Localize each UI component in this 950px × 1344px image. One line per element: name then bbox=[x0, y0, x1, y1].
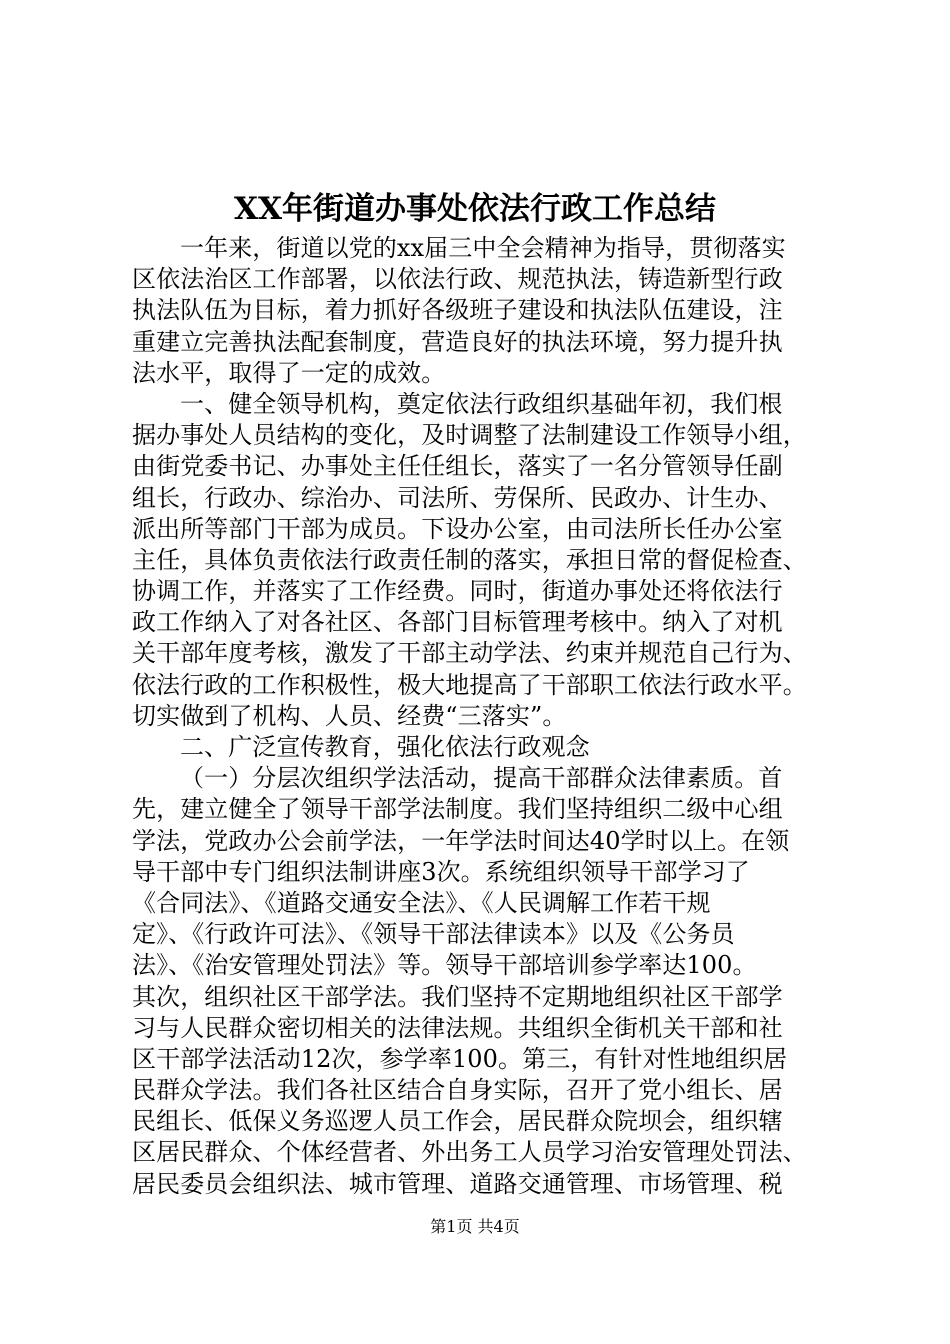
text-line: 民组长、低保义务巡逻人员工作会，居民群众院坝会，组织辖 bbox=[132, 1107, 783, 1136]
text-line: 组长，行政办、综治办、司法所、劳保所、民政办、计生办、 bbox=[132, 483, 783, 512]
text-line: 其次，组织社区干部学法。我们坚持不定期地组织社区干部学 bbox=[132, 982, 783, 1011]
text-line: 一、健全领导机构，奠定依法行政组织基础年初，我们根 bbox=[180, 389, 783, 418]
text-line: 学法，党政办公会前学法，一年学法时间达40学时以上。在领 bbox=[132, 826, 790, 855]
text-line: 派出所等部门干部为成员。下设办公室，由司法所长任办公室 bbox=[132, 514, 783, 543]
text-line: 政工作纳入了对各社区、各部门目标管理考核中。纳入了对机 bbox=[132, 608, 783, 637]
text-line: 切实做到了机构、人员、经费“三落实”。 bbox=[132, 701, 567, 730]
text-line: （一）分层次组织学法活动，提高干部群众法律素质。首 bbox=[180, 764, 783, 793]
text-line: 主任，具体负责依法行政责任制的落实，承担日常的督促检查、 bbox=[132, 545, 807, 574]
text-line: 区依法治区工作部署，以依法行政、规范执法，铸造新型行政 bbox=[132, 265, 783, 294]
text-line: 一年来，街道以党的xx届三中全会精神为指导，贯彻落实 bbox=[180, 234, 786, 262]
text-line: 《合同法》、《道路交通安全法》、《人民调解工作若干规 bbox=[132, 888, 711, 917]
text-line: 居民委员会组织法、城市管理、道路交通管理、市场管理、税 bbox=[132, 1169, 783, 1198]
text-line: 法水平，取得了一定的成效。 bbox=[132, 358, 446, 387]
text-line: 民群众学法。我们各社区结合自身实际，召开了党小组长、居 bbox=[132, 1076, 783, 1105]
text-line: 由街党委书记、办事处主任任组长，落实了一名分管领导任副 bbox=[132, 452, 783, 481]
text-line: 关干部年度考核，激发了干部主动学法、约束并规范自己行为、 bbox=[132, 639, 807, 668]
text-line: 习与人民群众密切相关的法律法规。共组织全街机关干部和社 bbox=[132, 1013, 783, 1042]
text-line: 据办事处人员结构的变化，及时调整了法制建设工作领导小组， bbox=[132, 421, 807, 450]
text-line: 先，建立健全了领导干部学法制度。我们坚持组织二级中心组 bbox=[132, 795, 783, 824]
page-number: 第1页 共4页 bbox=[430, 1217, 520, 1236]
text-line: 法》、《治安管理处罚法》等。领导干部培训参学率达100。 bbox=[132, 951, 757, 980]
text-line: 定》、《行政许可法》、《领导干部法律读本》以及《公务员 bbox=[132, 920, 735, 949]
text-line: 依法行政的工作积极性，极大地提高了干部职工依法行政水平。 bbox=[132, 670, 807, 699]
text-line: 执法队伍为目标，着力抓好各级班子建设和执法队伍建设，注 bbox=[132, 296, 783, 325]
text-line: 重建立完善执法配套制度，营造良好的执法环境，努力提升执 bbox=[132, 327, 783, 356]
section-heading: 二、广泛宣传教育，强化依法行政观念 bbox=[180, 733, 590, 761]
text-line: 区干部学法活动12次，参学率100。第三，有针对性地组织居 bbox=[132, 1044, 788, 1073]
document-title: XX年街道办事处依法行政工作总结 bbox=[233, 191, 717, 227]
text-line: 协调工作，并落实了工作经费。同时，街道办事处还将依法行 bbox=[132, 577, 783, 606]
text-line: 导干部中专门组织法制讲座3次。系统组织领导干部学习了 bbox=[132, 857, 750, 886]
document-body bbox=[132, 233, 832, 1200]
text-line: 区居民群众、个体经营者、外出务工人员学习治安管理处罚法、 bbox=[132, 1138, 807, 1167]
